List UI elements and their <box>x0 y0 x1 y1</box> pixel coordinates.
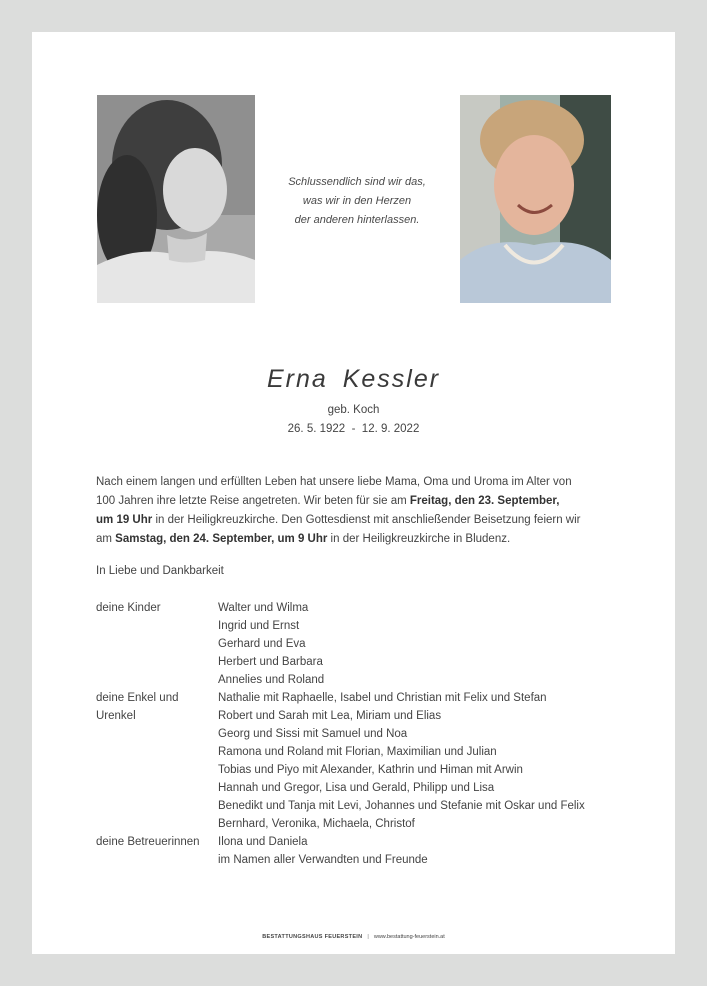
announcement-segment: am <box>96 533 116 545</box>
announcement-segment: 100 Jahren ihre letzte Reise angetreten. Wir beten für sie am <box>96 495 410 507</box>
quote-line: der anderen hinterlassen. <box>294 214 420 226</box>
funeral-home-url[interactable]: www.bestattung-feuerstein.at <box>373 934 445 940</box>
family-entry: im Namen aller Verwandten und Freunde <box>218 854 428 866</box>
elderly-portrait-photo <box>460 95 611 303</box>
young-portrait-photo <box>97 95 255 303</box>
life-dates: 26. 5. 1922 - 12. 9. 2022 <box>287 423 420 435</box>
children-group <box>96 599 656 689</box>
family-entry: Tobias und Piyo mit Alexander, Kathrin und Himan mit Arwin <box>218 764 523 776</box>
deceased-name: Erna Kessler <box>266 365 441 393</box>
group-label-text: deine Enkel und <box>96 692 179 704</box>
family-entry: Annelies und Roland <box>218 674 325 686</box>
quote-line: Schlussendlich sind wir das, <box>288 176 426 188</box>
closing-line: In Liebe und Dankbarkeit <box>96 565 224 577</box>
announcement-line <box>96 511 616 530</box>
announcement-segment: in der Heiligkreuzkirche in Bludenz. <box>327 533 511 545</box>
group-label-text: Urenkel <box>96 710 136 722</box>
group-label-text: deine Kinder <box>96 602 161 614</box>
footer <box>32 934 675 940</box>
announcement-text <box>96 473 616 549</box>
family-entry: Walter und Wilma <box>218 602 309 614</box>
maiden-name: geb. Koch <box>327 404 380 416</box>
group-label <box>96 599 218 689</box>
family-entry: Ilona und Daniela <box>218 836 308 848</box>
group-names <box>218 689 656 833</box>
announcement-emphasis: Samstag, den 24. September, um 9 Uhr <box>115 533 328 545</box>
memorial-quote <box>262 173 452 230</box>
family-entry: Hannah und Gregor, Lisa und Gerald, Philipp und Lisa <box>218 782 495 794</box>
group-label <box>96 833 218 869</box>
group-names <box>218 599 656 689</box>
group-label-text: deine Betreuerinnen <box>96 836 200 848</box>
carers-group <box>96 833 656 869</box>
announcement-emphasis: um 19 Uhr <box>96 514 153 526</box>
family-entry: Bernhard, Veronika, Michaela, Christof <box>218 818 415 830</box>
announcement-segment: in der Heiligkreuzkirche. Den Gottesdienst mit anschließender Beisetzung feiern wir <box>152 514 581 526</box>
family-entry: Robert und Sarah mit Lea, Miriam und Elias <box>218 710 442 722</box>
obituary-sheet <box>32 32 675 954</box>
family-entry: Ingrid und Ernst <box>218 620 300 632</box>
family-entry: Gerhard und Eva <box>218 638 306 650</box>
grandchildren-group <box>96 689 656 833</box>
family-entry: Herbert und Barbara <box>218 656 323 668</box>
announcement-emphasis: Freitag, den 23. September, <box>409 495 560 507</box>
announcement-line <box>96 492 616 511</box>
family-list <box>96 599 656 869</box>
family-entry: Nathalie mit Raphaelle, Isabel und Christian mit Felix und Stefan <box>218 692 547 704</box>
family-entry: Georg und Sissi mit Samuel und Noa <box>218 728 408 740</box>
announcement-line <box>96 473 616 492</box>
footer-separator: | <box>367 934 369 940</box>
announcement-line <box>96 530 616 549</box>
family-entry: Benedikt und Tanja mit Levi, Johannes und Stefanie mit Oskar und Felix <box>218 800 585 812</box>
group-names <box>218 833 656 869</box>
funeral-home-name: BESTATTUNGSHAUS FEUERSTEIN <box>262 934 363 940</box>
family-entry: Ramona und Roland mit Florian, Maximilian und Julian <box>218 746 497 758</box>
quote-line: was wir in den Herzen <box>302 195 412 207</box>
announcement-segment: Nach einem langen und erfüllten Leben hat unsere liebe Mama, Oma und Uroma im Alter von <box>96 476 572 488</box>
group-label <box>96 689 218 833</box>
